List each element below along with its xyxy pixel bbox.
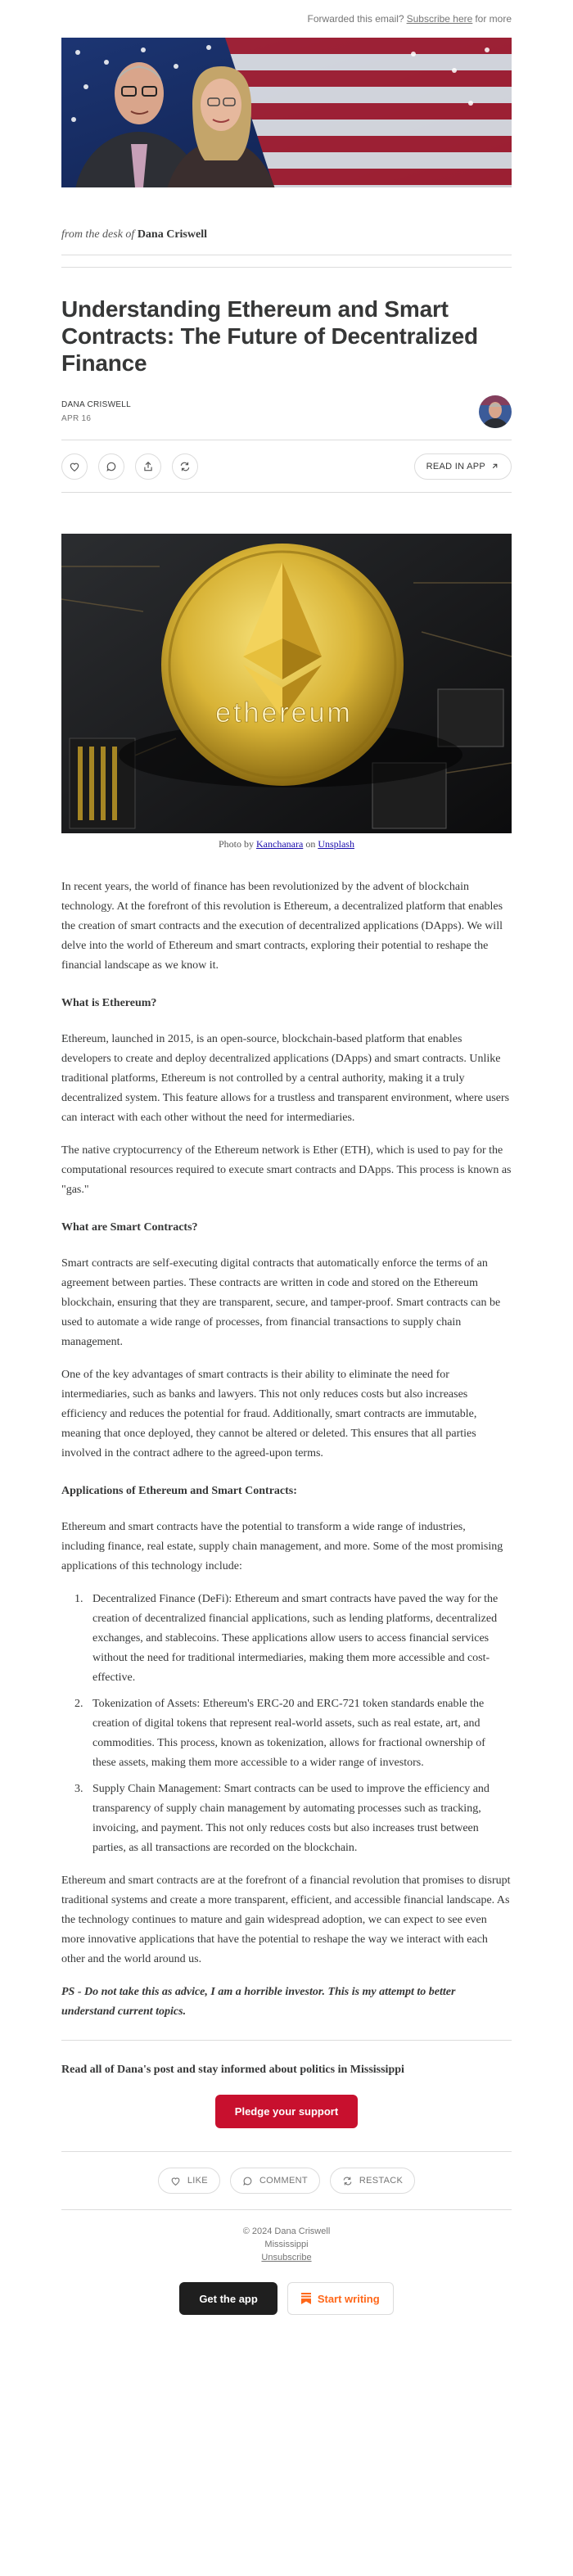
author-name[interactable]: DANA CRISWELL (61, 400, 132, 409)
share-icon (142, 461, 154, 472)
header-banner-image[interactable] (61, 38, 512, 187)
list-item: 2. Tokenization of Assets: Ethereum's ERC-20 and ERC-721 token standards enable the creation of digital tokens that represent real-world assets, such as real estate, art, and commodities. This process, known as tokenization, allows for fractional ownership of these assets, making them more accessible to a wider range of investors. (86, 1694, 512, 1773)
divider (61, 2209, 512, 2210)
divider (61, 2040, 512, 2041)
ethereum-photo[interactable] (61, 534, 512, 833)
paragraph: Ethereum and smart contracts are at the forefront of a financial revolution that promises to disrupt traditional systems and create a more transparent, efficient, and accessible financial landscape. As the technology continues to mature and gain widespread adoption, we can expect to see even more innovative applications that have the potential to reshape the way we interact with each other and the world around us. (61, 1874, 511, 1965)
paragraph: One of the key advantages of smart contracts is their ability to eliminate the need for intermediaries, such as banks and lawyers. This not only reduces costs but also increases efficiency and reduces the potential for fraud. Additionally, smart contracts are immutable, meaning that once deployed, they cannot be altered or deleted. This ensures that all parties involved in the contract adhere to the agreed-upon terms. (61, 1369, 477, 1459)
share-button[interactable] (135, 453, 161, 480)
bottom-actions (61, 2152, 512, 2209)
email-container (61, 0, 512, 2348)
cta-text: Read all of Dana's post and stay informed about politics in Mississippi (61, 2064, 404, 2076)
like-button[interactable] (61, 453, 88, 480)
read-in-app-button[interactable] (414, 453, 512, 480)
desk-name: Dana Criswell (137, 228, 207, 241)
forwarded-text: Forwarded this email? (307, 13, 404, 25)
copyright: © 2024 Dana Criswell (242, 2226, 331, 2236)
post-title[interactable]: Understanding Ethereum and Smart Contracts: The Future of Decentralized Finance (61, 296, 478, 376)
heart-icon (69, 461, 80, 472)
photographer-link[interactable]: Kanchanara (256, 838, 304, 850)
post-date: APR 16 (61, 414, 92, 423)
pledge-section (61, 2064, 512, 2128)
restack-button[interactable] (172, 453, 198, 480)
comment-icon (242, 2176, 253, 2186)
arrow-up-right-icon (490, 462, 499, 471)
get-the-app-button[interactable]: Get the app (179, 2282, 277, 2315)
like-label: LIKE (187, 2176, 208, 2186)
read-in-app-label: READ IN APP (426, 461, 485, 471)
divider (61, 267, 512, 268)
unsubscribe-link[interactable]: Unsubscribe (261, 2253, 312, 2262)
applications-list (86, 1590, 512, 1858)
desk-prefix: from the desk of (61, 228, 135, 241)
ps-note: PS - Do not take this as advice, I am a horrible investor. This is my attempt to better understand current topics. (61, 1986, 456, 2018)
comment-button[interactable] (98, 453, 124, 480)
byline (61, 395, 512, 428)
list-item: 1. Decentralized Finance (DeFi): Ethereum and smart contracts have paved the way for the creation of decentralized financial applications, such as lending platforms, decentralized exchanges, and stablecoins. These applications allow users to access financial services without the need for traditional intermediaries, making them more accessible and cost-effective. (86, 1590, 512, 1688)
divider (61, 492, 512, 493)
footer (61, 2225, 512, 2264)
subscribe-link[interactable]: Subscribe here (406, 13, 473, 25)
paragraph: The native cryptocurrency of the Ethereum network is Ether (ETH), which is used to pay for the computational resources required to execute smart contracts and DApps. This process is known as "gas." (61, 1144, 512, 1196)
restack-button[interactable] (330, 2168, 415, 2194)
comment-button[interactable] (230, 2168, 320, 2194)
author-avatar[interactable] (479, 395, 512, 428)
comment-icon (106, 461, 117, 472)
comment-label: COMMENT (259, 2176, 308, 2186)
like-button[interactable] (158, 2168, 220, 2194)
start-writing-label: Start writing (317, 2292, 380, 2305)
list-item: 3. Supply Chain Management: Smart contracts can be used to improve the efficiency and transparency of supply chain management by automating processes such as tracking, invoicing, and payment. This not only reduces costs but also increases trust between parties, as all transactions are recorded on the blockchain. (86, 1780, 512, 1858)
from-the-desk-line (61, 228, 512, 241)
caption-on: on (305, 838, 316, 850)
caption-prefix: Photo by (219, 838, 255, 850)
paragraph: Ethereum, launched in 2015, is an open-source, blockchain-based platform that enables developers to create and deploy decentralized applications (DApps) and smart contracts. Unlike traditional platforms, Ethereum is not controlled by a central authority, making it a truly decentralized system. This feature allows for a trustless and transparent environment, where users can interact with each other without the need for intermediaries. (61, 1033, 510, 1124)
start-writing-button[interactable] (287, 2282, 394, 2315)
heart-icon (170, 2176, 181, 2186)
unsplash-link[interactable]: Unsplash (318, 838, 354, 850)
restack-icon (342, 2176, 353, 2186)
pledge-support-button[interactable]: Pledge your support (215, 2095, 358, 2128)
section-heading: What are Smart Contracts? (61, 1221, 198, 1234)
forwarded-notice (61, 0, 512, 38)
paragraph: Smart contracts are self-executing digital contracts that automatically enforce the terms of an agreement between parties. These contracts are written in code and stored on the Ethereum blockchain, ensuring that they are transparent, secure, and tamper-proof. Smart contracts can be used to automate a wide range of processes, from financial transactions to supply chain management. (61, 1257, 501, 1348)
ethereum-logo-text: ethereum (215, 697, 353, 729)
forwarded-suffix: for more (475, 13, 512, 25)
substack-logo-icon (301, 2293, 311, 2304)
post-actions (61, 440, 512, 492)
footer-state: Mississippi (264, 2240, 309, 2249)
article-body (61, 877, 512, 2022)
section-heading: What is Ethereum? (61, 997, 157, 1009)
paragraph: Ethereum and smart contracts have the potential to transform a wide range of industries, including finance, real estate, supply chain management, and more. Some of the most promising applications of this technology include: (61, 1521, 503, 1572)
photo-caption (61, 838, 512, 850)
section-heading: Applications of Ethereum and Smart Contracts: (61, 1485, 297, 1497)
restack-label: RESTACK (359, 2176, 404, 2186)
app-buttons (61, 2282, 512, 2315)
restack-icon (179, 461, 191, 472)
paragraph: In recent years, the world of finance has been revolutionized by the advent of blockchain technology. At the forefront of this revolution is Ethereum, a decentralized platform that enables the creation of smart contracts and the execution of decentralized applications (DApps). We will delve into the world of Ethereum and smart contracts, exploring their potential to reshape the financial landscape as we know it. (61, 881, 503, 972)
